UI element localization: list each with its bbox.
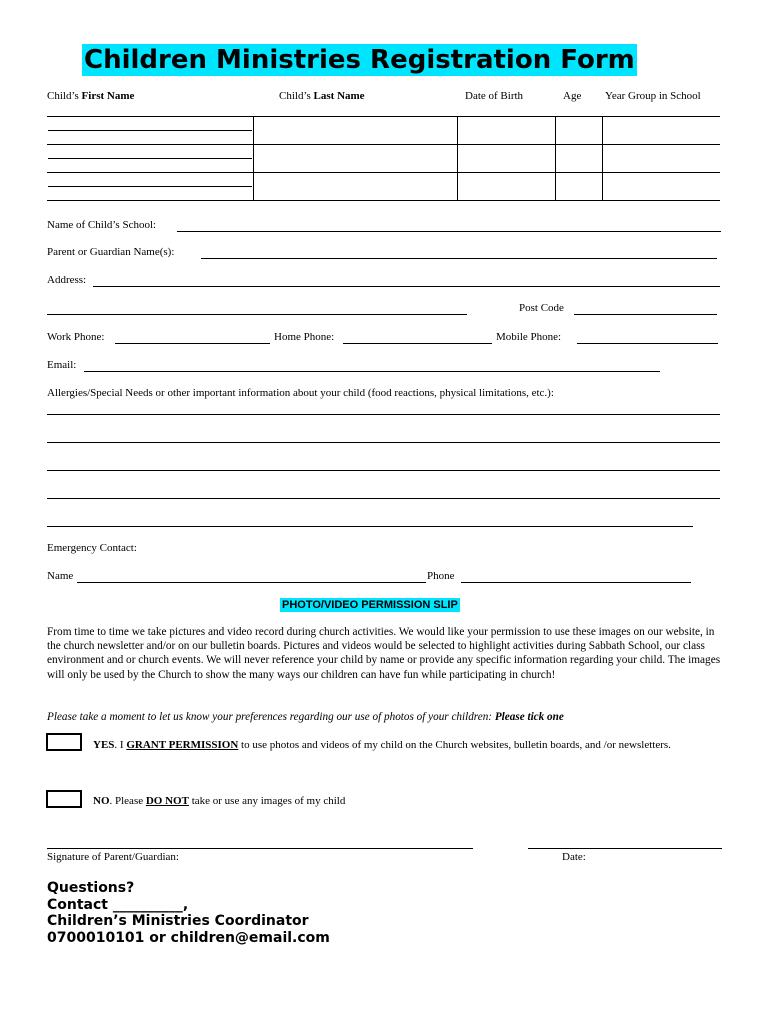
no-checkbox[interactable] (46, 790, 82, 808)
coordinator-line: Children’s Ministries Coordinator (47, 913, 309, 929)
allergies-input[interactable] (47, 526, 693, 527)
table-rule (47, 144, 720, 145)
mobile-phone-label: Mobile Phone: (496, 331, 562, 343)
post-code-input[interactable] (574, 314, 717, 315)
home-phone-input[interactable] (343, 343, 492, 344)
no-please: . Please (109, 795, 146, 807)
table-rule (47, 200, 720, 201)
questions-block (47, 880, 330, 946)
yes-rest: to use photos and videos of my child on the Church websites, bulletin boards, and /or newsletters. (238, 739, 671, 751)
yes-i: . I (114, 739, 127, 751)
home-phone-label: Home Phone: (274, 331, 335, 343)
table-rule (47, 172, 720, 173)
page-title: Children Ministries Registration Form (84, 45, 635, 75)
school-label: Name of Child’s School: (47, 219, 157, 231)
yes-checkbox[interactable] (46, 733, 82, 751)
contact-line: Contact __________, (47, 896, 189, 913)
prompt-bold: Please tick one (494, 711, 564, 723)
work-phone-input[interactable] (115, 343, 270, 344)
post-code-label: Post Code (519, 302, 564, 314)
header-dob: Date of Birth (465, 90, 524, 102)
permission-heading: PHOTO/VIDEO PERMISSION SLIP (282, 599, 458, 611)
header-last-name-bold: Last Name (313, 90, 365, 102)
yes-option-text (93, 738, 733, 753)
work-phone-label: Work Phone: (47, 331, 105, 343)
no-rest: take or use any images of my child (188, 795, 346, 807)
allergies-input[interactable] (47, 414, 720, 415)
emergency-label: Emergency Contact: (47, 542, 137, 554)
no-option-text (93, 794, 693, 809)
header-first-name-prefix: Child’s (47, 90, 82, 102)
no-label: NO (93, 795, 110, 807)
ec-phone-input[interactable] (461, 582, 691, 583)
address-label: Address: (47, 274, 87, 286)
email-label: Email: (47, 359, 77, 371)
email-input[interactable] (84, 371, 660, 372)
signature-label: Signature of Parent/Guardian: (47, 851, 179, 863)
permission-paragraph: From time to time we take pictures and video record during church activities. We would like your permission to use these images on our website, in the church newsletter and/or on our bulletin boards. Pictures and videos would be selected to highlight activities during Sabbath School, our class environment and or church events. We will never reference your child by name or provide any specific information regarding your child. The images will only be used by the Church to show the many ways our children can have fun while participating in church! (47, 626, 721, 681)
header-age: Age (563, 90, 582, 102)
allergies-input[interactable] (47, 498, 720, 499)
header-first-name (47, 90, 134, 102)
address-input[interactable] (93, 286, 720, 287)
ec-name-input[interactable] (77, 582, 426, 583)
do-not: DO NOT (145, 795, 189, 807)
yes-label: YES (93, 739, 115, 751)
address-input-line2[interactable] (47, 314, 467, 315)
school-input[interactable] (177, 231, 721, 232)
header-year-group: Year Group in School (605, 90, 701, 102)
first-name-input[interactable] (48, 186, 252, 187)
permission-prompt (47, 711, 564, 723)
ec-phone-label: Phone (427, 570, 455, 582)
guardian-label: Parent or Guardian Name(s): (47, 246, 175, 258)
header-last-name (279, 90, 365, 102)
phone-email-line: 0700010101 or children@email.com (47, 929, 330, 946)
header-first-name-bold: First Name (81, 90, 135, 102)
grant-permission: GRANT PERMISSION (126, 739, 239, 751)
first-name-input[interactable] (48, 158, 252, 159)
first-name-input[interactable] (48, 130, 252, 131)
table-divider (602, 117, 603, 200)
table-divider (253, 117, 254, 200)
header-last-name-prefix: Child’s (279, 90, 314, 102)
allergies-input[interactable] (47, 442, 720, 443)
mobile-phone-input[interactable] (577, 343, 718, 344)
signature-input[interactable] (47, 848, 473, 849)
ec-name-label: Name (47, 570, 74, 582)
date-input[interactable] (528, 848, 722, 849)
questions-line: Questions? (47, 880, 135, 896)
allergies-label: Allergies/Special Needs or other important information about your child (food reactions, physical limitations, etc.): (47, 387, 554, 399)
table-divider (457, 117, 458, 200)
date-label: Date: (562, 851, 586, 863)
table-rule (47, 116, 720, 117)
table-divider (555, 117, 556, 200)
allergies-input[interactable] (47, 470, 720, 471)
guardian-input[interactable] (201, 258, 717, 259)
prompt-text: Please take a moment to let us know your preferences regarding our use of photos of your children: (47, 711, 493, 723)
